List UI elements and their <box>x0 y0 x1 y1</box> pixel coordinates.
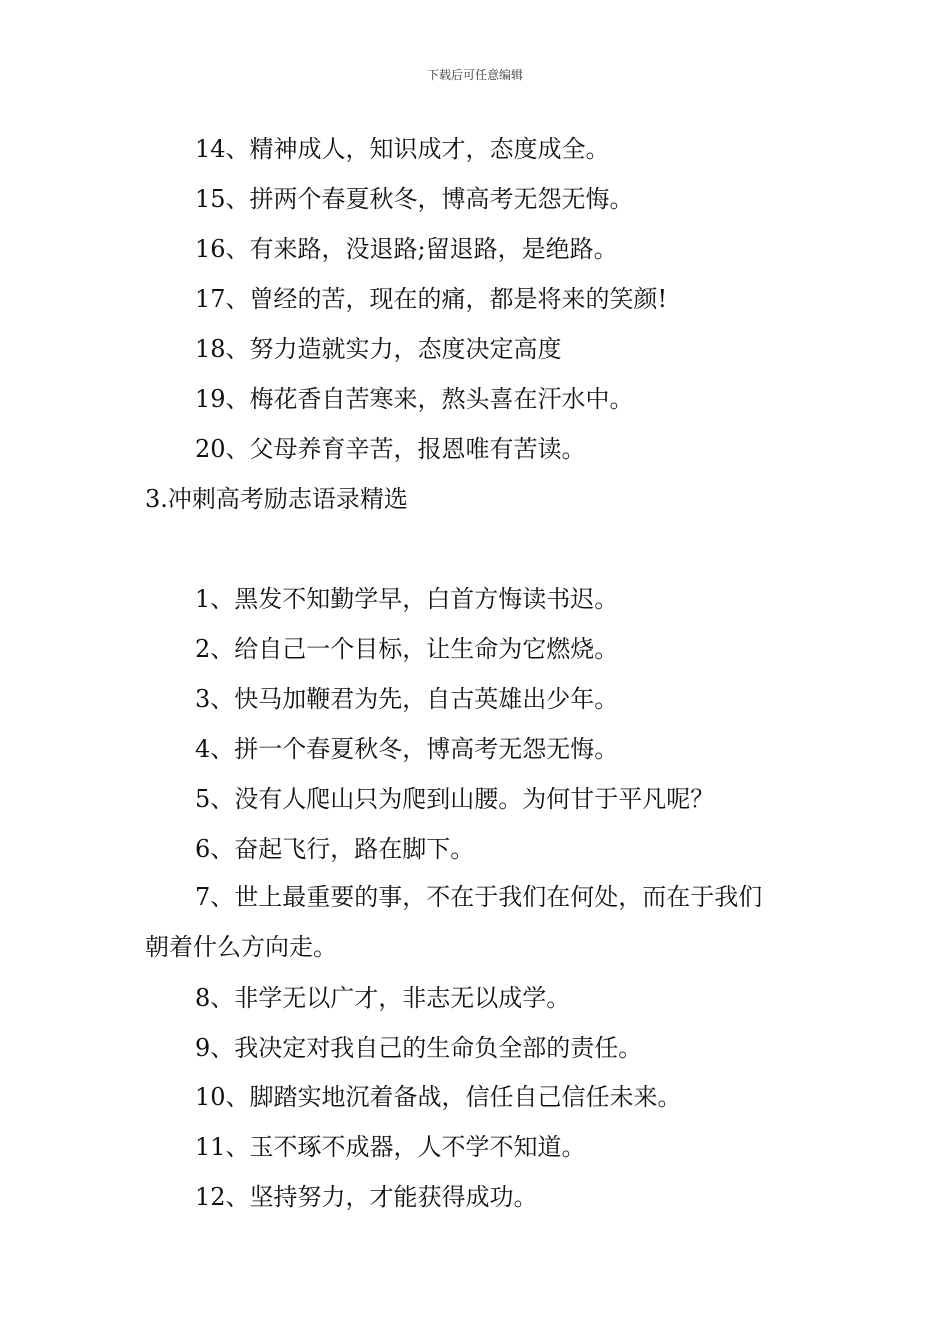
list-item: 3、快马加鞭君为先，自古英雄出少年。 <box>195 685 619 713</box>
list-item-line1: 7、世上最重要的事，不在于我们在何处，而在于我们 <box>195 883 763 911</box>
list-item: 6、奋起飞行，路在脚下。 <box>195 835 475 863</box>
list-item: 1、黑发不知勤学早，白首方悔读书迟。 <box>195 585 619 613</box>
list-item: 16、有来路，没退路;留退路，是绝路。 <box>195 235 618 263</box>
section-title: 3.冲刺高考励志语录精选 <box>145 485 408 513</box>
list-item: 14、精神成人，知识成才，态度成全。 <box>195 135 610 163</box>
list-item: 18、努力造就实力，态度决定高度 <box>195 335 562 363</box>
list-item: 15、拼两个春夏秋冬，博高考无怨无悔。 <box>195 185 634 213</box>
list-item: 4、拼一个春夏秋冬，博高考无怨无悔。 <box>195 735 619 763</box>
list-item: 9、我决定对我自己的生命负全部的责任。 <box>195 1034 643 1062</box>
list-item: 12、坚持努力，才能获得成功。 <box>195 1183 538 1211</box>
page-header-note: 下载后可任意编辑 <box>426 68 523 82</box>
list-item: 8、非学无以广才，非志无以成学。 <box>195 984 571 1012</box>
list-item: 5、没有人爬山只为爬到山腰。为何甘于平凡呢？ <box>195 785 715 813</box>
list-item: 11、玉不琢不成器，人不学不知道。 <box>195 1133 586 1161</box>
list-item-line2: 朝着什么方向走。 <box>145 933 337 961</box>
list-item: 2、给自己一个目标，让生命为它燃烧。 <box>195 635 619 663</box>
list-item: 17、曾经的苦，现在的痛，都是将来的笑颜! <box>195 285 668 313</box>
list-item: 20、父母养育辛苦，报恩唯有苦读。 <box>195 435 586 463</box>
list-item: 10、脚踏实地沉着备战，信任自己信任未来。 <box>195 1083 682 1111</box>
list-item: 19、梅花香自苦寒来，熬头喜在汗水中。 <box>195 385 634 413</box>
